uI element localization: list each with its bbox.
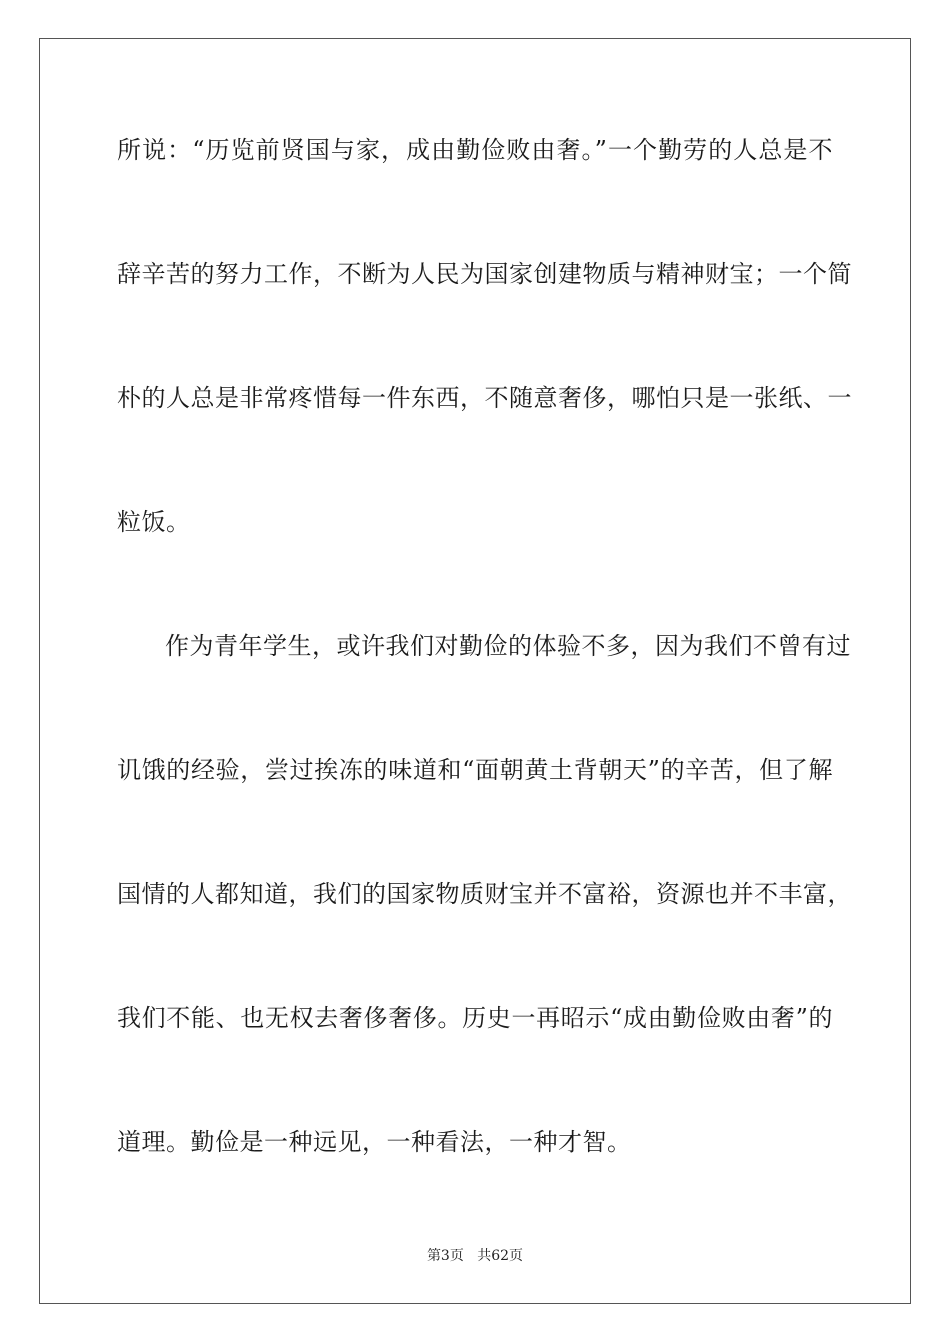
- paragraph-1-line-1: 所说：“历览前贤国与家，成由勤俭败由奢。”一个勤劳的人总是不: [117, 136, 833, 164]
- paragraph-2-line-4: 我们不能、也无权去奢侈奢侈。历史一再昭示“成由勤俭败由奢”的: [117, 1004, 833, 1032]
- page-number: 第3页: [426, 1248, 464, 1264]
- page-total: 共62页: [477, 1248, 524, 1264]
- paragraph-2-line-2: 讥饿的经验，尝过挨冻的味道和“面朝黄土背朝天”的辛苦，但了解: [117, 756, 833, 784]
- paragraph-2-line-5: 道理。勤俭是一种远见，一种看法，一种才智。: [117, 1128, 632, 1156]
- paragraph-1-line-3: 朴的人总是非常疼惜每一件东西，不随意奢侈，哪怕只是一张纸、一: [117, 384, 852, 412]
- paragraph-2-line-3: 国情的人都知道，我们的国家物质财宝并不富裕，资源也并不丰富，: [117, 880, 852, 908]
- paragraph-2-line-1: 作为青年学生，或许我们对勤俭的体验不多，因为我们不曾有过: [165, 632, 851, 660]
- page-footer: [0, 1246, 950, 1266]
- paragraph-1-line-2: 辞辛苦的努力工作，不断为人民为国家创建物质与精神财宝；一个简: [117, 260, 852, 288]
- page-border: [39, 38, 911, 1304]
- paragraph-1-line-4: 粒饭。: [117, 508, 191, 536]
